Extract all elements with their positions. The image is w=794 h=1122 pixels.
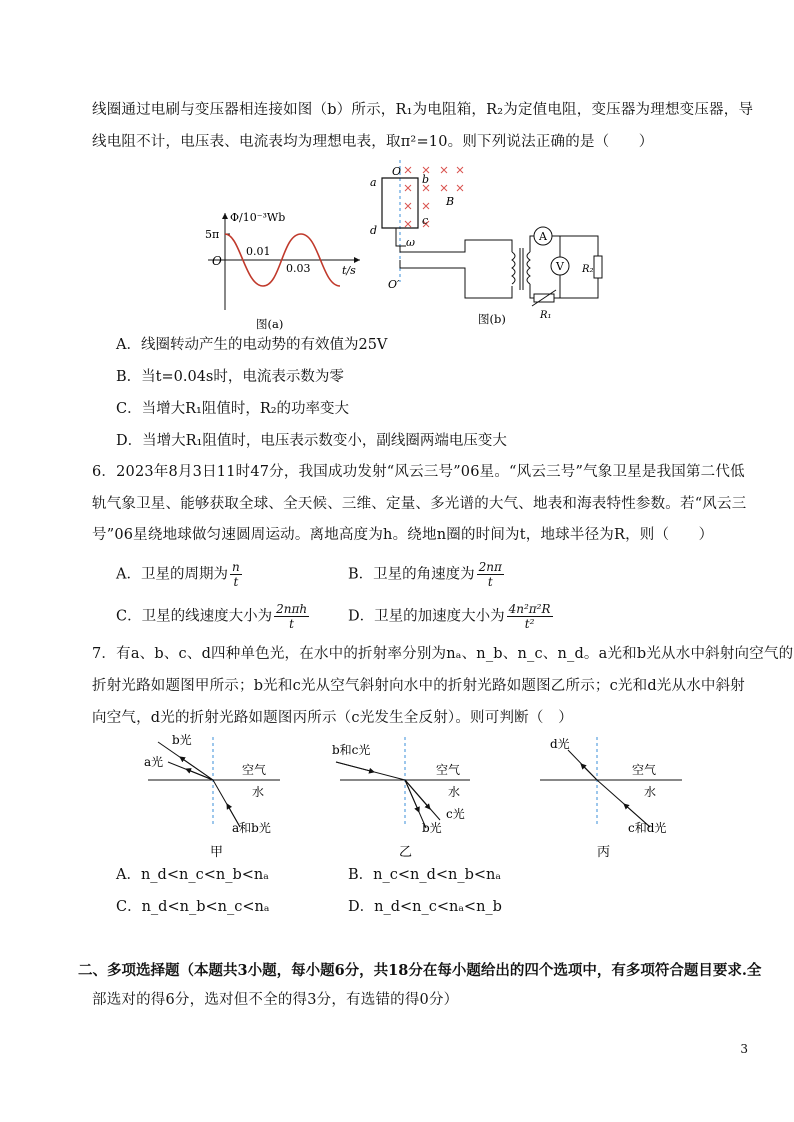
q6-option-d bbox=[348, 602, 553, 631]
q6-option-c-fraction bbox=[274, 602, 309, 631]
figure-bing-refraction bbox=[536, 732, 686, 862]
yi-water-label: 水 bbox=[448, 785, 461, 799]
label-c: c bbox=[422, 214, 429, 227]
label-b: b bbox=[422, 173, 430, 186]
jia-caption: 甲 bbox=[210, 845, 224, 860]
figa-xlabel: t/s bbox=[342, 264, 356, 277]
q5-option-b: B．当t=0.04s时，电流表示数为零 bbox=[116, 369, 344, 385]
section2-heading-line2: 部选对的得6分，选对但不全的得3分，有选错的得0分） bbox=[92, 992, 459, 1008]
q6-line3: 号”06星绕地球做匀速圆周运动。离地高度为h。绕地n圈的时间为t，地球半径为R，则（ ） bbox=[92, 527, 714, 543]
q6-b-denominator: t bbox=[487, 575, 493, 589]
q6-line2: 轨气象卫星、能够获取全球、全天候、三维、定量、多光谱的大气、地表和海表特性参数。若“风云三 bbox=[92, 496, 747, 512]
q6-option-b bbox=[348, 560, 504, 589]
yi-b-label: b光 bbox=[422, 821, 442, 835]
yi-source-label: b和c光 bbox=[332, 743, 371, 757]
magnetic-field-crosses bbox=[405, 167, 463, 227]
figure-jia-refraction bbox=[140, 732, 290, 862]
label-omega: ω bbox=[406, 236, 415, 249]
q7-option-a: A．n_d<n_c<n_b<nₐ bbox=[116, 867, 269, 883]
bing-air-label: 空气 bbox=[632, 763, 657, 777]
r2-label: R₂ bbox=[582, 264, 594, 275]
jia-water-label: 水 bbox=[252, 785, 265, 799]
voltmeter-label: V bbox=[556, 260, 564, 273]
jia-air-label: 空气 bbox=[242, 763, 267, 777]
page-number: 3 bbox=[740, 1042, 748, 1056]
figa-origin: O bbox=[212, 254, 222, 268]
label-o: O bbox=[392, 165, 402, 178]
q6-option-a bbox=[116, 560, 242, 589]
q7-line1: 7．有a、b、c、d四种单色光，在水中的折射率分别为nₐ、n_b、n_c、n_d。a光和b光从水中斜射向空气的 bbox=[92, 646, 794, 662]
q5-option-d: D．当增大R₁阻值时，电压表示数变小，副线圈两端电压变大 bbox=[116, 433, 507, 449]
label-a: a bbox=[370, 176, 377, 189]
figure-a-flux-graph bbox=[200, 205, 370, 335]
figa-t2: 0.03 bbox=[286, 262, 311, 275]
q7-line2: 折射光路如题图甲所示；b光和c光从空气斜射向水中的折射光路如题图乙所示；c光和d光从水中斜射 bbox=[92, 678, 746, 694]
q5-stem-line1: 线圈通过电刷与变压器相连接如图（b）所示，R₁为电阻箱，R₂为定值电阻，变压器为理想变压器，导 bbox=[92, 102, 754, 118]
q6-option-c bbox=[116, 602, 309, 631]
bing-source-label: c和d光 bbox=[628, 821, 667, 835]
q6-d-numerator: 4n²π²R bbox=[508, 602, 551, 616]
q6-c-denominator: t bbox=[289, 617, 294, 631]
q6-a-denominator: t bbox=[233, 575, 239, 589]
q6-option-a-text: A．卫星的周期为 bbox=[116, 566, 228, 583]
bing-water-label: 水 bbox=[644, 785, 657, 799]
q6-option-b-fraction bbox=[477, 560, 504, 589]
q6-b-numerator: 2nπ bbox=[478, 560, 502, 574]
yi-c-label: c光 bbox=[446, 807, 465, 821]
q7-option-d: D．n_d<n_c<nₐ<n_b bbox=[348, 899, 502, 915]
yi-caption: 乙 bbox=[399, 845, 413, 860]
yi-air-label: 空气 bbox=[436, 763, 461, 777]
label-o-prime: O′ bbox=[388, 278, 400, 291]
ammeter-label: A bbox=[539, 230, 547, 243]
section2-heading-line1: 二、多项选择题（本题共3小题，每小题6分，共18分在每小题给出的四个选项中，有多项符合题目要求.全 bbox=[78, 962, 762, 979]
q6-d-denominator: t² bbox=[524, 617, 535, 631]
figa-ylabel: Φ/10⁻³Wb bbox=[230, 211, 286, 224]
jia-a-label: a光 bbox=[144, 755, 164, 769]
figa-t1: 0.01 bbox=[246, 245, 271, 258]
q5-stem-line2: 线电阻不计，电压表、电流表均为理想电表，取π²=10。则下列说法正确的是（ ） bbox=[92, 134, 654, 150]
q5-option-c: C．当增大R₁阻值时，R₂的功率变大 bbox=[116, 401, 350, 417]
q7-option-b: B．n_c<n_d<n_b<nₐ bbox=[348, 867, 501, 883]
label-field-b: B bbox=[446, 195, 455, 208]
q6-line1: 6．2023年8月3日11时47分，我国成功发射“风云三号”06星。“风云三号”气象卫星是我国第二代低 bbox=[92, 464, 745, 480]
q7-line3: 向空气，d光的折射光路如题图丙所示（c光发生全反射）。则可判断（ ） bbox=[92, 710, 573, 726]
resistor-r2 bbox=[594, 256, 602, 278]
q6-a-numerator: n bbox=[231, 560, 240, 574]
q5-option-a: A．线圈转动产生的电动势的有效值为25V bbox=[116, 337, 388, 353]
q6-option-d-text: D．卫星的加速度大小为 bbox=[348, 608, 505, 625]
bing-d-label: d光 bbox=[550, 737, 570, 751]
q6-option-d-fraction bbox=[507, 602, 553, 631]
q6-option-b-text: B．卫星的角速度为 bbox=[348, 566, 475, 583]
q6-c-numerator: 2nπh bbox=[276, 602, 308, 616]
r1-label: R₁ bbox=[540, 310, 552, 321]
bing-caption: 丙 bbox=[597, 845, 611, 860]
figa-ytick: 5π bbox=[205, 228, 220, 241]
q6-option-c-text: C．卫星的线速度大小为 bbox=[116, 608, 273, 625]
q6-option-a-fraction bbox=[230, 560, 242, 589]
figure-yi-refraction bbox=[330, 732, 480, 862]
label-d: d bbox=[370, 224, 378, 237]
figb-caption: 图(b) bbox=[478, 312, 506, 326]
jia-source-label: a和b光 bbox=[232, 821, 271, 835]
figa-caption: 图(a) bbox=[256, 317, 284, 331]
jia-b-label: b光 bbox=[172, 733, 192, 747]
q7-option-c: C．n_d<n_b<n_c<nₐ bbox=[116, 899, 270, 915]
figure-b-circuit bbox=[360, 160, 620, 330]
